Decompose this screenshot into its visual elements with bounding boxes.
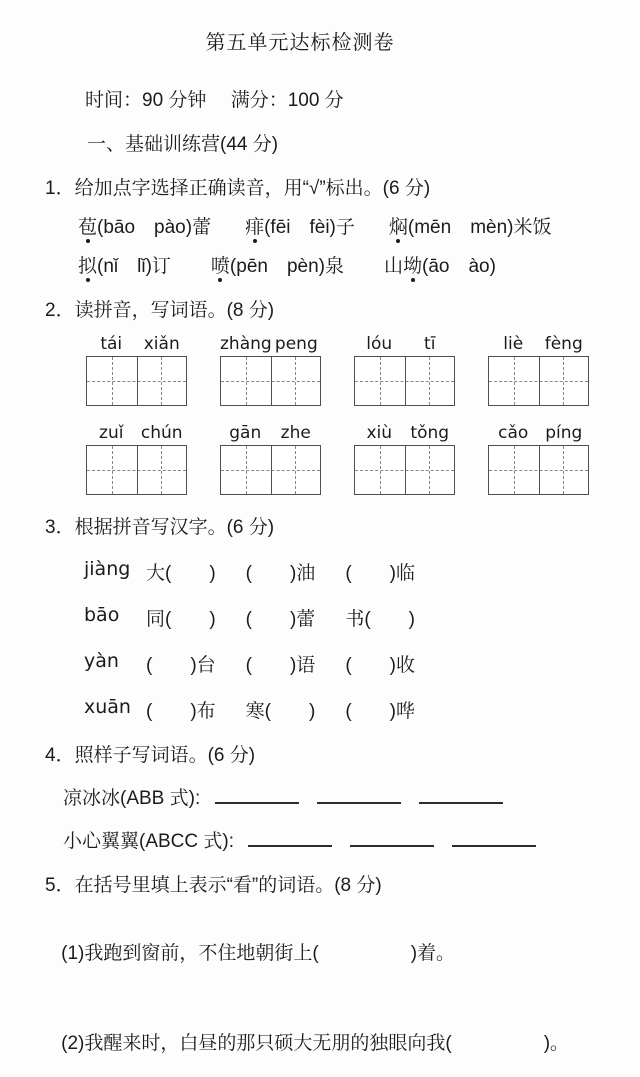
q1-item <box>245 212 355 239</box>
q3-item: 寒( ) <box>245 701 316 722</box>
pinyin-grid-unit <box>488 423 589 495</box>
q3-row <box>84 604 640 631</box>
q4-example-label: 小心翼翼(ABCC 式): <box>63 831 240 852</box>
pinyin-grid-unit <box>220 334 321 406</box>
q3-row <box>84 558 640 585</box>
answer-blank <box>248 843 332 847</box>
q5-sentence <box>40 1006 640 1077</box>
q1-item <box>389 212 552 239</box>
pinyin-syllable: cǎo <box>498 423 529 443</box>
answer-blank <box>350 843 434 847</box>
q3-item: ( )布 <box>146 701 216 722</box>
q3-row <box>84 696 640 723</box>
pinyin-grid-unit <box>86 334 187 406</box>
q4-row <box>63 783 640 810</box>
pinyin-labels <box>86 423 187 443</box>
dotted-char: 焖 <box>389 212 408 239</box>
dotted-char: 坳 <box>403 251 422 278</box>
pinyin-grid-unit <box>354 423 455 495</box>
q1-item <box>384 251 496 278</box>
q1-item-post: (bāo pào)蕾 <box>97 217 212 238</box>
pinyin-syllable: zhe <box>280 423 311 443</box>
pinyin-syllable: xiù <box>366 423 393 443</box>
writing-grid <box>220 445 321 495</box>
q1-item-post: (pēn pèn)泉 <box>229 256 344 277</box>
q1-item <box>211 251 344 278</box>
q1-item-post: (nǐ lǐ)订 <box>97 256 171 277</box>
answer-blank <box>419 800 503 804</box>
q3-pinyin: jiàng <box>84 558 131 580</box>
q1-item-post: (fēi fèi)子 <box>264 217 355 238</box>
q2-title: 2．读拼音，写词语。(8 分) <box>45 300 275 321</box>
q1-item-post: (mēn mèn)米饭 <box>407 217 552 238</box>
q3-pinyin: xuān <box>84 696 131 718</box>
q3-item: 大( ) <box>146 563 216 584</box>
q3-title: 3．根据拼音写汉字。(6 分) <box>45 517 275 538</box>
pinyin-labels <box>220 423 321 443</box>
pinyin-syllable: chún <box>140 423 183 443</box>
q5-sentence-after: )。 <box>543 1033 570 1054</box>
writing-grid <box>488 356 589 406</box>
pinyin-syllable: peng <box>274 334 318 354</box>
pinyin-labels <box>86 334 187 354</box>
pinyin-labels <box>488 423 589 443</box>
q5-sentence-after: )着。 <box>410 943 456 964</box>
q2-grid-row-2 <box>86 423 640 495</box>
pinyin-syllable: píng <box>545 423 583 443</box>
pinyin-syllable: xiǎn <box>143 334 180 354</box>
writing-grid <box>220 356 321 406</box>
writing-grid <box>488 445 589 495</box>
page-title: 第五单元达标检测卷 <box>205 32 395 54</box>
exam-meta: 时间：90 分钟 满分：100 分 <box>85 90 344 111</box>
q3-item: ( )蕾 <box>245 609 316 630</box>
pinyin-grid-unit <box>220 423 321 495</box>
writing-grid <box>354 356 455 406</box>
pinyin-syllable: fèng <box>544 334 583 354</box>
q3-item: ( )临 <box>345 563 415 584</box>
pinyin-labels <box>488 334 589 354</box>
pinyin-syllable: tī <box>424 334 436 354</box>
pinyin-syllable: zhàng <box>220 334 272 354</box>
q1-item <box>78 212 211 239</box>
q1-row-1 <box>78 212 640 239</box>
q5-sentence-before: (2)我醒来时，白昼的那只硕大无朋的独眼向我( <box>61 1033 452 1054</box>
pinyin-labels <box>354 423 455 443</box>
q5-sentence <box>40 916 640 987</box>
q1-title: 1．给加点字选择正确读音，用“√”标出。(6 分) <box>45 178 431 199</box>
pinyin-syllable: liè <box>503 334 524 354</box>
q3-item: ( )收 <box>345 655 415 676</box>
q3-row <box>84 650 640 677</box>
q3-item: 书( ) <box>345 609 415 630</box>
section-header: 一、基础训练营(44 分) <box>87 134 279 155</box>
dotted-char: 苞 <box>78 212 97 239</box>
q5-title: 5．在括号里填上表示“看”的词语。(8 分) <box>45 875 382 896</box>
q3-pinyin: bāo <box>84 604 120 626</box>
pinyin-syllable: tái <box>100 334 123 354</box>
q3-item: ( )哗 <box>345 701 415 722</box>
q4-title: 4．照样子写词语。(6 分) <box>45 745 256 766</box>
q3-item: ( )油 <box>245 563 316 584</box>
q1-item-post: (āo ào) <box>422 256 496 277</box>
pinyin-syllable: gān <box>229 423 262 443</box>
q1-item <box>78 251 171 278</box>
pinyin-syllable: lóu <box>366 334 393 354</box>
q3-item: 同( ) <box>146 609 216 630</box>
writing-grid <box>354 445 455 495</box>
pinyin-labels <box>354 334 455 354</box>
q3-item: ( )语 <box>245 655 316 676</box>
q3-item: ( )台 <box>146 655 216 676</box>
dotted-char: 痱 <box>245 212 264 239</box>
dotted-char: 喷 <box>211 251 230 278</box>
q3-pinyin: yàn <box>84 650 119 672</box>
writing-grid <box>86 445 187 495</box>
writing-grid <box>86 356 187 406</box>
pinyin-grid-unit <box>354 334 455 406</box>
answer-blank <box>317 800 401 804</box>
answer-blank <box>215 800 299 804</box>
q4-row <box>63 826 640 853</box>
pinyin-grid-unit <box>488 334 589 406</box>
pinyin-syllable: tǒng <box>410 423 450 443</box>
q1-row-2 <box>78 251 640 278</box>
pinyin-labels <box>220 334 321 354</box>
dotted-char: 拟 <box>78 251 97 278</box>
q5-sentence-before: (1)我跑到窗前，不住地朝街上( <box>61 943 319 964</box>
pinyin-grid-unit <box>86 423 187 495</box>
q4-example-label: 凉冰冰(ABB 式): <box>63 788 206 809</box>
q2-grid-row-1 <box>86 334 640 406</box>
pinyin-syllable: zuǐ <box>99 423 124 443</box>
answer-blank <box>452 843 536 847</box>
q1-item-pre: 山 <box>383 256 403 277</box>
